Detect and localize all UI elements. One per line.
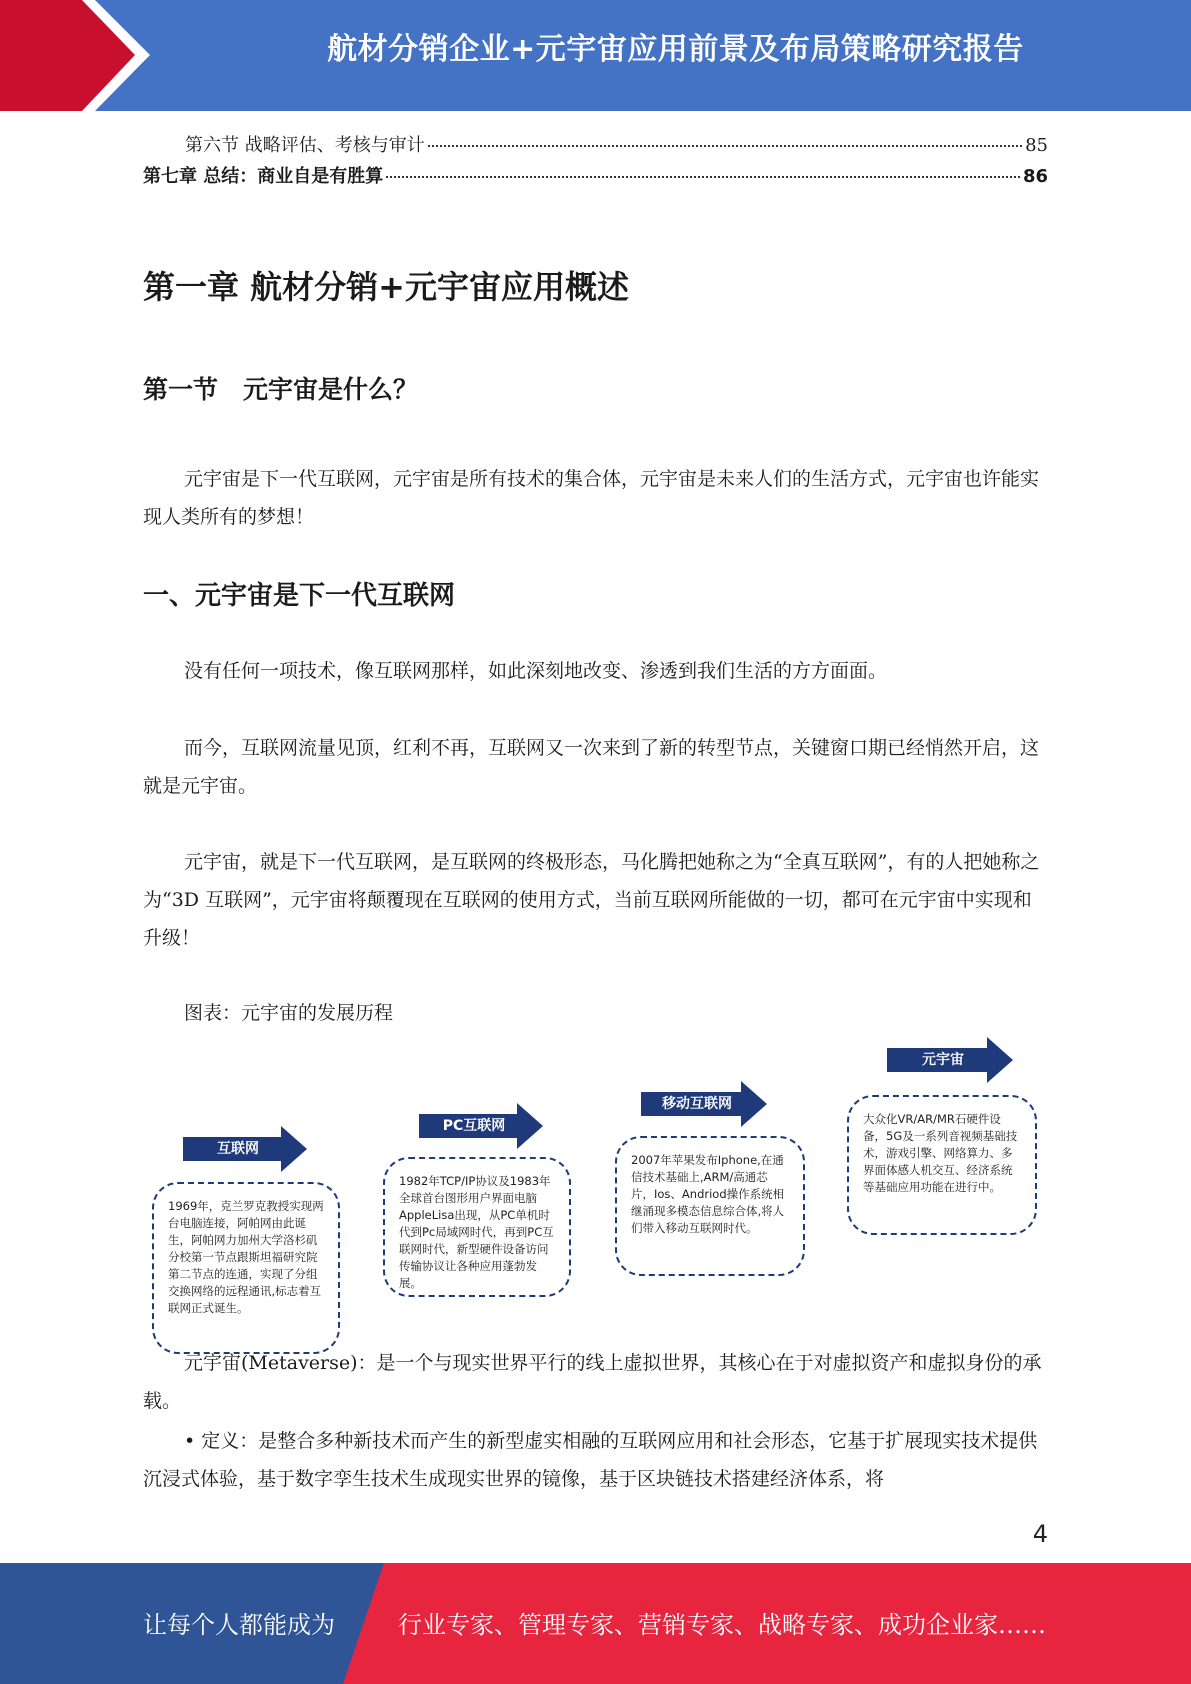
stage-box-pc-internet: 1982年TCP/IP协议及1983年全球首台图形用户界面电脑AppleLisa出现，从PC单机时代到Pc局域网时代，再到PC互联网时代，新型硬件设备访问传输协议让各种应用蓬勃发展。 bbox=[383, 1157, 571, 1297]
toc-entry-section-6[interactable] bbox=[143, 131, 1048, 157]
stage-arrow-pc-internet bbox=[419, 1103, 543, 1149]
definition-bullet-paragraph: • 定义：是整合多种新技术而产生的新型虚实相融的互联网应用和社会形态，它基于扩展现实技术提供沉浸式体验，基于数字孪生技术生成现实世界的镜像，基于区块链技术搭建经济体系，将 bbox=[143, 1430, 1038, 1490]
chapter-title: 第一章 航材分销+元宇宙应用概述 bbox=[143, 268, 629, 306]
toc-page: 85 bbox=[1025, 135, 1048, 156]
page-number: 4 bbox=[1032, 1520, 1048, 1548]
stage-arrow-mobile-internet bbox=[641, 1081, 767, 1127]
toc-label: 第七章 总结：商业自是有胜算 bbox=[143, 166, 384, 187]
section-title: 第一节 元宇宙是什么？ bbox=[143, 375, 419, 404]
stage-label: 元宇宙 bbox=[922, 1052, 964, 1068]
body-paragraph-1: 没有任何一项技术，像互联网那样，如此深刻地改变、渗透到我们生活的方方面面。 bbox=[184, 660, 888, 682]
footer-slogan-left: 让每个人都能成为 bbox=[143, 1611, 335, 1639]
toc-label: 第六节 战略评估、考核与审计 bbox=[185, 135, 425, 156]
stage-box-internet: 1969年，克兰罗克教授实现两台电脑连接，阿帕网由此诞生，阿帕网力加州大学洛杉矶分校第一节点跟斯坦福研究院第二节点的连通，实现了分组交换网络的远程通讯,标志着互联网正式诞生。 bbox=[152, 1182, 340, 1354]
stage-label: 互联网 bbox=[217, 1141, 259, 1157]
toc-page: 86 bbox=[1022, 166, 1048, 187]
report-title: 航材分销企业+元宇宙应用前景及布局策略研究报告 bbox=[327, 32, 1024, 67]
stage-arrow-internet bbox=[183, 1126, 307, 1172]
footer-slogan-right: 行业专家、管理专家、营销专家、战略专家、成功企业家…… bbox=[398, 1611, 1046, 1639]
stage-label: PC互联网 bbox=[442, 1118, 506, 1134]
toc-entry-chapter-7[interactable] bbox=[143, 162, 1048, 188]
metaverse-timeline-figure bbox=[0, 1035, 1191, 1325]
metaverse-definition-paragraph: 元宇宙(Metaverse)：是一个与现实世界平行的线上虚拟世界，其核心在于对虚拟资产和虚拟身份的承载。 bbox=[143, 1352, 1042, 1412]
subsection-title: 一、元宇宙是下一代互联网 bbox=[143, 581, 456, 611]
toc-leader-dots bbox=[428, 145, 1022, 147]
figure-caption: 图表：元宇宙的发展历程 bbox=[184, 1002, 394, 1024]
intro-paragraph: 元宇宙是下一代互联网，元宇宙是所有技术的集合体，元宇宙是未来人们的生活方式，元宇宙也许能实现人类所有的梦想！ bbox=[143, 468, 1040, 528]
page-header bbox=[0, 0, 1191, 111]
body-paragraph-3: 元宇宙，就是下一代互联网，是互联网的终极形态，马化腾把她称之为“全真互联网”，有的人把她称之为“3D 互联网”，元宇宙将颠覆现在互联网的使用方式，当前互联网所能做的一切，都可在元宇宙中实现和升级！ bbox=[143, 851, 1040, 949]
stage-box-metaverse: 大众化VR/AR/MR石硬件设备，5G及一系列音视频基础技术，游戏引擎、网络算力、多界面体感人机交互、经济系统等基础应用功能在进行中。 bbox=[847, 1095, 1037, 1235]
stage-box-mobile-internet: 2007年苹果发布Iphone,在通信技术基础上,ARM/高通芯片，Ios、Andriod操作系统相继涌现多模态信息综合体,将人们带入移动互联网时代。 bbox=[615, 1136, 805, 1276]
stage-label: 移动互联网 bbox=[662, 1096, 732, 1112]
stage-arrow-metaverse bbox=[887, 1037, 1013, 1083]
toc-leader-dots bbox=[386, 176, 1020, 178]
body-paragraph-2: 而今，互联网流量见顶，红利不再，互联网又一次来到了新的转型节点，关键窗口期已经悄然开启，这就是元宇宙。 bbox=[143, 737, 1040, 797]
header-arrow-decoration bbox=[0, 0, 160, 111]
